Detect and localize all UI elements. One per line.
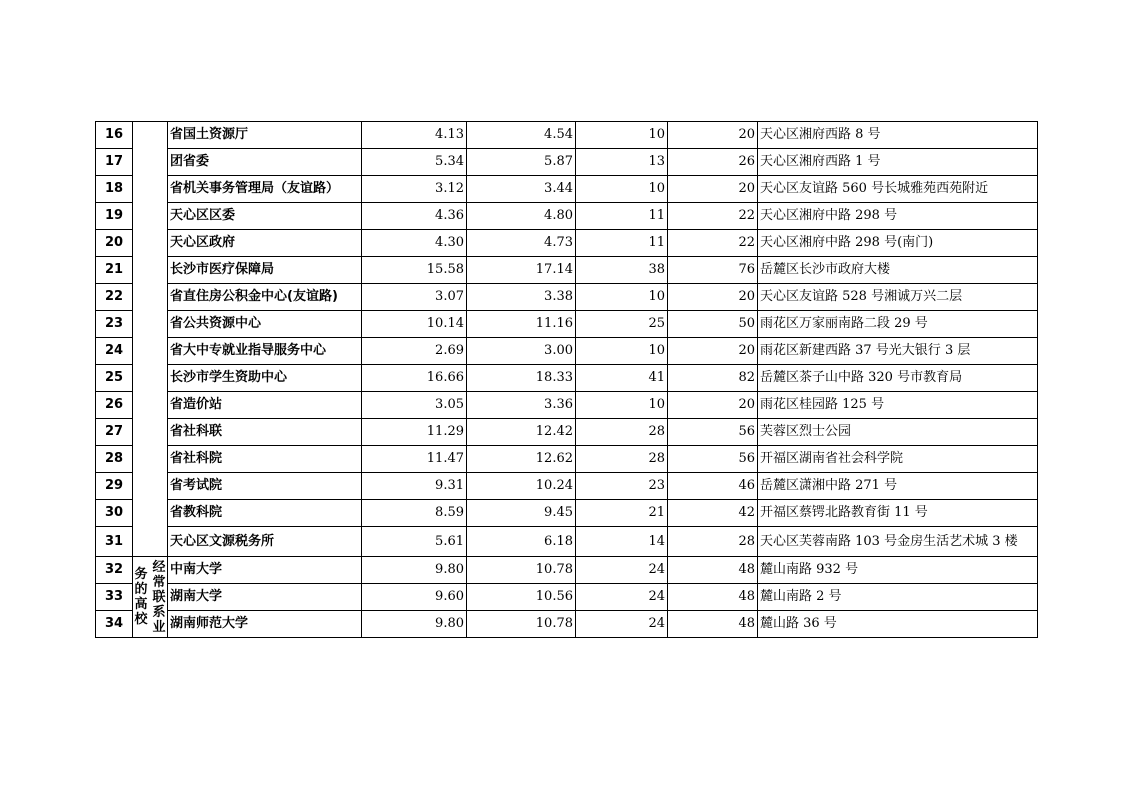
value-col-1: 3.07 bbox=[362, 284, 467, 311]
value-col-1: 9.60 bbox=[362, 584, 467, 611]
value-col-2: 10.24 bbox=[467, 473, 576, 500]
address: 雨花区新建西路 37 号光大银行 3 层 bbox=[758, 338, 1038, 365]
address: 麓山南路 932 号 bbox=[758, 557, 1038, 584]
value-col-2: 6.18 bbox=[467, 527, 576, 557]
table-row bbox=[96, 149, 1038, 176]
address: 天心区友谊路 528 号湘诚万兴二层 bbox=[758, 284, 1038, 311]
value-col-1: 4.30 bbox=[362, 230, 467, 257]
unit-name: 省大中专就业指导服务中心 bbox=[168, 338, 362, 365]
address: 开福区蔡锷北路教育街 11 号 bbox=[758, 500, 1038, 527]
table-row bbox=[96, 419, 1038, 446]
value-col-3: 21 bbox=[576, 500, 668, 527]
row-number: 18 bbox=[96, 176, 133, 203]
table-row bbox=[96, 584, 1038, 611]
unit-name: 省教科院 bbox=[168, 500, 362, 527]
table-row bbox=[96, 230, 1038, 257]
value-col-1: 11.47 bbox=[362, 446, 467, 473]
value-col-4: 50 bbox=[668, 311, 758, 338]
address: 天心区友谊路 560 号长城雅苑西苑附近 bbox=[758, 176, 1038, 203]
unit-name: 省公共资源中心 bbox=[168, 311, 362, 338]
unit-name: 湖南师范大学 bbox=[168, 611, 362, 638]
value-col-2: 17.14 bbox=[467, 257, 576, 284]
value-col-2: 12.62 bbox=[467, 446, 576, 473]
value-col-2: 18.33 bbox=[467, 365, 576, 392]
value-col-1: 3.05 bbox=[362, 392, 467, 419]
value-col-2: 3.00 bbox=[467, 338, 576, 365]
unit-name: 天心区政府 bbox=[168, 230, 362, 257]
value-col-4: 42 bbox=[668, 500, 758, 527]
table-row bbox=[96, 122, 1038, 149]
table-row bbox=[96, 284, 1038, 311]
table-row bbox=[96, 338, 1038, 365]
value-col-2: 10.56 bbox=[467, 584, 576, 611]
address: 天心区湘府中路 298 号(南门) bbox=[758, 230, 1038, 257]
unit-name: 省考试院 bbox=[168, 473, 362, 500]
value-col-1: 9.80 bbox=[362, 611, 467, 638]
row-number: 34 bbox=[96, 611, 133, 638]
row-number: 16 bbox=[96, 122, 133, 149]
address: 开福区湖南省社会科学院 bbox=[758, 446, 1038, 473]
value-col-4: 28 bbox=[668, 527, 758, 557]
value-col-3: 41 bbox=[576, 365, 668, 392]
value-col-3: 10 bbox=[576, 176, 668, 203]
value-col-4: 20 bbox=[668, 338, 758, 365]
value-col-1: 5.61 bbox=[362, 527, 467, 557]
value-col-4: 46 bbox=[668, 473, 758, 500]
value-col-2: 3.36 bbox=[467, 392, 576, 419]
value-col-4: 20 bbox=[668, 284, 758, 311]
address: 雨花区桂园路 125 号 bbox=[758, 392, 1038, 419]
row-number: 24 bbox=[96, 338, 133, 365]
value-col-3: 13 bbox=[576, 149, 668, 176]
value-col-3: 14 bbox=[576, 527, 668, 557]
value-col-4: 20 bbox=[668, 176, 758, 203]
value-col-1: 4.36 bbox=[362, 203, 467, 230]
value-col-4: 22 bbox=[668, 230, 758, 257]
value-col-4: 82 bbox=[668, 365, 758, 392]
unit-name: 团省委 bbox=[168, 149, 362, 176]
unit-name: 中南大学 bbox=[168, 557, 362, 584]
value-col-3: 11 bbox=[576, 203, 668, 230]
unit-name: 省直住房公积金中心(友谊路) bbox=[168, 284, 362, 311]
unit-name: 长沙市学生资助中心 bbox=[168, 365, 362, 392]
value-col-2: 4.54 bbox=[467, 122, 576, 149]
address: 岳麓区长沙市政府大楼 bbox=[758, 257, 1038, 284]
value-col-2: 12.42 bbox=[467, 419, 576, 446]
value-col-1: 3.12 bbox=[362, 176, 467, 203]
value-col-3: 24 bbox=[576, 584, 668, 611]
value-col-4: 20 bbox=[668, 122, 758, 149]
value-col-1: 4.13 bbox=[362, 122, 467, 149]
value-col-1: 9.80 bbox=[362, 557, 467, 584]
unit-name: 湖南大学 bbox=[168, 584, 362, 611]
value-col-3: 23 bbox=[576, 473, 668, 500]
table-row bbox=[96, 392, 1038, 419]
value-col-3: 28 bbox=[576, 446, 668, 473]
row-number: 22 bbox=[96, 284, 133, 311]
value-col-3: 28 bbox=[576, 419, 668, 446]
row-number: 28 bbox=[96, 446, 133, 473]
row-number: 32 bbox=[96, 557, 133, 584]
value-col-1: 15.58 bbox=[362, 257, 467, 284]
unit-name: 省机关事务管理局（友谊路） bbox=[168, 176, 362, 203]
row-number: 25 bbox=[96, 365, 133, 392]
table-row bbox=[96, 176, 1038, 203]
value-col-4: 56 bbox=[668, 419, 758, 446]
table-row bbox=[96, 527, 1038, 557]
value-col-1: 2.69 bbox=[362, 338, 467, 365]
value-col-2: 4.80 bbox=[467, 203, 576, 230]
row-number: 31 bbox=[96, 527, 133, 557]
value-col-4: 22 bbox=[668, 203, 758, 230]
value-col-1: 10.14 bbox=[362, 311, 467, 338]
address: 天心区湘府中路 298 号 bbox=[758, 203, 1038, 230]
table-row bbox=[96, 257, 1038, 284]
row-number: 17 bbox=[96, 149, 133, 176]
unit-name: 省社科院 bbox=[168, 446, 362, 473]
value-col-4: 48 bbox=[668, 557, 758, 584]
value-col-2: 10.78 bbox=[467, 611, 576, 638]
unit-name: 长沙市医疗保障局 bbox=[168, 257, 362, 284]
address: 麓山南路 2 号 bbox=[758, 584, 1038, 611]
row-number: 21 bbox=[96, 257, 133, 284]
value-col-2: 10.78 bbox=[467, 557, 576, 584]
value-col-1: 16.66 bbox=[362, 365, 467, 392]
unit-table bbox=[95, 121, 1038, 638]
unit-name: 省国土资源厅 bbox=[168, 122, 362, 149]
category-line-2: 务的高校 bbox=[134, 567, 148, 627]
category-line-1: 经常联系业 bbox=[152, 559, 166, 635]
address: 岳麓区潇湘中路 271 号 bbox=[758, 473, 1038, 500]
value-col-3: 24 bbox=[576, 611, 668, 638]
table-row bbox=[96, 611, 1038, 638]
value-col-2: 11.16 bbox=[467, 311, 576, 338]
value-col-2: 3.44 bbox=[467, 176, 576, 203]
address: 岳麓区茶子山中路 320 号市教育局 bbox=[758, 365, 1038, 392]
value-col-1: 8.59 bbox=[362, 500, 467, 527]
category-university bbox=[133, 557, 168, 638]
address: 麓山路 36 号 bbox=[758, 611, 1038, 638]
value-col-2: 3.38 bbox=[467, 284, 576, 311]
address: 天心区芙蓉南路 103 号金房生活艺术城 3 楼 bbox=[758, 527, 1038, 557]
row-number: 29 bbox=[96, 473, 133, 500]
table-row bbox=[96, 500, 1038, 527]
address: 芙蓉区烈士公园 bbox=[758, 419, 1038, 446]
address: 天心区湘府西路 1 号 bbox=[758, 149, 1038, 176]
value-col-4: 20 bbox=[668, 392, 758, 419]
row-number: 30 bbox=[96, 500, 133, 527]
address: 天心区湘府西路 8 号 bbox=[758, 122, 1038, 149]
unit-name: 省社科联 bbox=[168, 419, 362, 446]
value-col-3: 24 bbox=[576, 557, 668, 584]
row-number: 33 bbox=[96, 584, 133, 611]
table-row bbox=[96, 365, 1038, 392]
row-number: 19 bbox=[96, 203, 133, 230]
address: 雨花区万家丽南路二段 29 号 bbox=[758, 311, 1038, 338]
row-number: 26 bbox=[96, 392, 133, 419]
value-col-1: 9.31 bbox=[362, 473, 467, 500]
value-col-3: 10 bbox=[576, 338, 668, 365]
value-col-4: 26 bbox=[668, 149, 758, 176]
value-col-2: 4.73 bbox=[467, 230, 576, 257]
value-col-4: 48 bbox=[668, 584, 758, 611]
row-number: 23 bbox=[96, 311, 133, 338]
value-col-2: 9.45 bbox=[467, 500, 576, 527]
value-col-2: 5.87 bbox=[467, 149, 576, 176]
value-col-4: 48 bbox=[668, 611, 758, 638]
table-row bbox=[96, 446, 1038, 473]
value-col-4: 56 bbox=[668, 446, 758, 473]
value-col-3: 38 bbox=[576, 257, 668, 284]
row-number: 27 bbox=[96, 419, 133, 446]
unit-name: 天心区文源税务所 bbox=[168, 527, 362, 557]
value-col-3: 25 bbox=[576, 311, 668, 338]
unit-name: 天心区区委 bbox=[168, 203, 362, 230]
value-col-3: 10 bbox=[576, 392, 668, 419]
category-cell-blank bbox=[133, 122, 168, 557]
value-col-3: 10 bbox=[576, 284, 668, 311]
table-row bbox=[96, 473, 1038, 500]
table-row bbox=[96, 557, 1038, 584]
row-number: 20 bbox=[96, 230, 133, 257]
table-row bbox=[96, 311, 1038, 338]
value-col-1: 5.34 bbox=[362, 149, 467, 176]
table-row bbox=[96, 203, 1038, 230]
unit-name: 省造价站 bbox=[168, 392, 362, 419]
value-col-1: 11.29 bbox=[362, 419, 467, 446]
value-col-3: 10 bbox=[576, 122, 668, 149]
value-col-4: 76 bbox=[668, 257, 758, 284]
value-col-3: 11 bbox=[576, 230, 668, 257]
